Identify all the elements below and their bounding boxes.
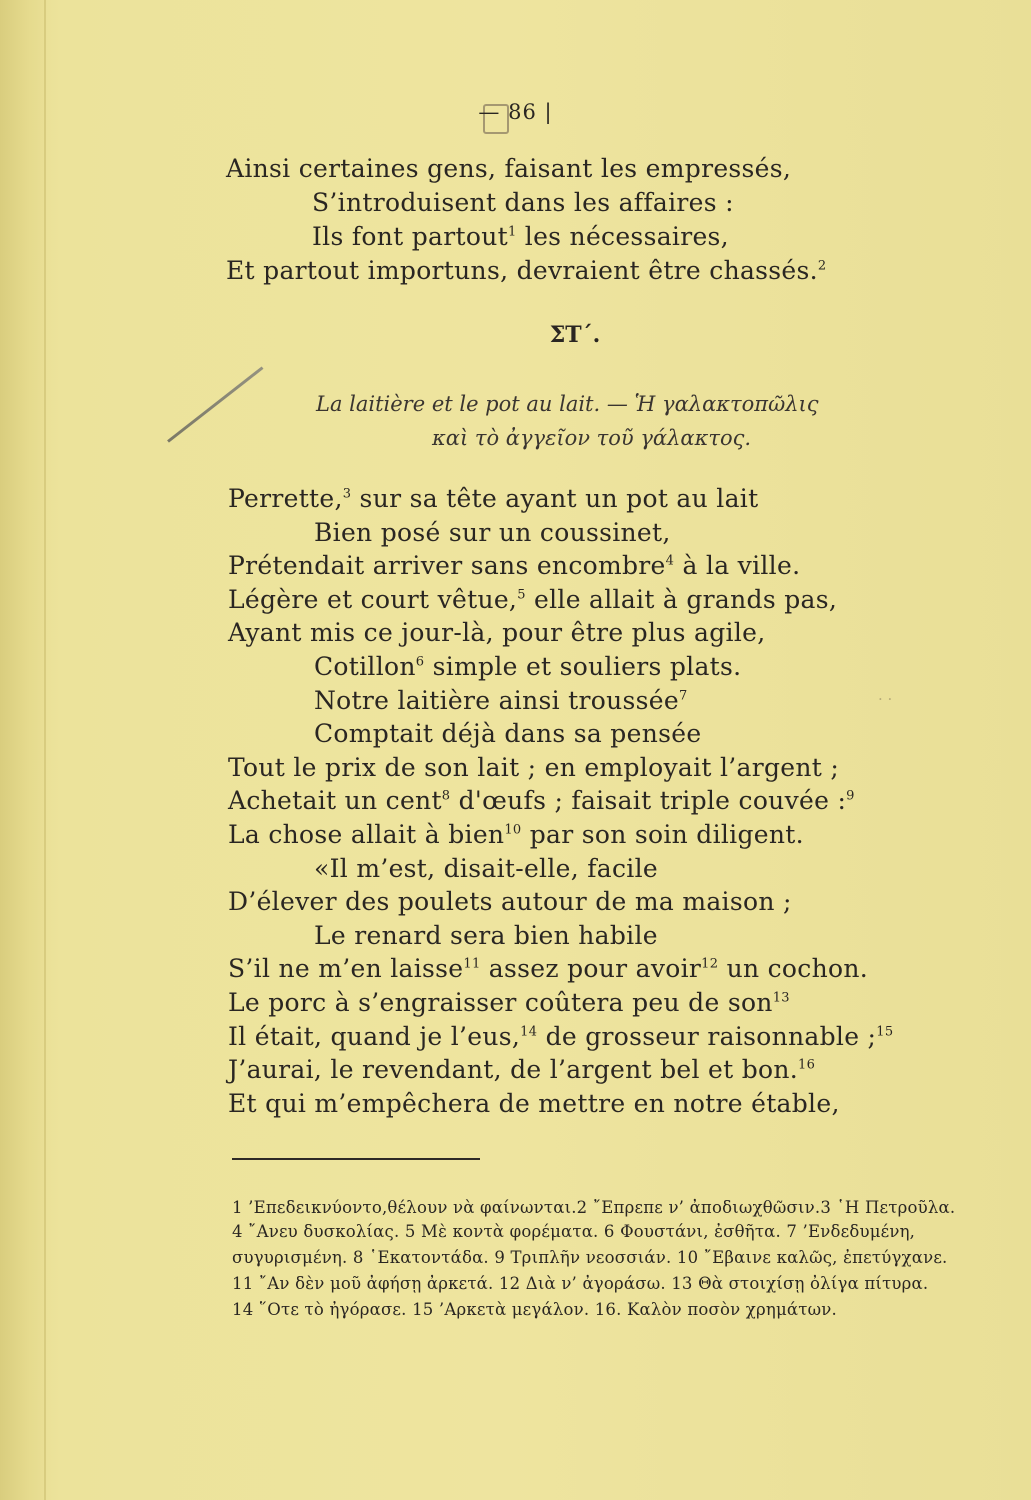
footnote-ref: 12 <box>701 956 719 972</box>
poem-line <box>228 618 766 647</box>
footnote-separator <box>232 1158 480 1160</box>
fable-title-greek: καὶ τὸ ἀγγεῖον τοῦ γάλακτος. <box>432 426 752 450</box>
footnote-ref: 1 <box>507 224 517 240</box>
footnote-ref: 3 <box>342 486 352 502</box>
poem-line <box>228 551 800 580</box>
footnote-line: 4 ῎Ανευ δυσκολίας. 5 Μὲ κοντὰ φορέματα. 6 Φουστάνι, ἐσθῆτα. 7 ’Ενδεδυμένη, <box>232 1222 916 1241</box>
verse-text: à la ville. <box>674 551 801 580</box>
poem-line <box>228 887 792 916</box>
poem-line <box>228 1022 893 1051</box>
poem-line <box>228 753 839 782</box>
footnote-ref: 4 <box>665 553 675 569</box>
verse-text: Ainsi certaines gens, faisant les empressés, <box>226 154 792 183</box>
poem-line <box>314 719 701 748</box>
footnote-ref: 13 <box>772 990 790 1006</box>
verse-text: Prétendait arriver sans encombre <box>228 551 666 580</box>
verse-text: Ayant mis ce jour-là, pour être plus agile, <box>228 618 766 647</box>
footnote-ref: 11 <box>463 956 481 972</box>
footnote-ref: 8 <box>441 788 451 804</box>
poem-line <box>228 585 837 614</box>
verse-text: Perrette, <box>228 484 343 513</box>
verse-text: S’il ne m’en laisse <box>228 954 464 983</box>
footnote-ref: 15 <box>876 1024 894 1040</box>
pencil-mark <box>167 366 263 442</box>
footnote-line: συγυρισμένη. 8 ῾Εκατοντάδα. 9 Τριπλῆν νεοσσιάν. 10 ῎Εβαινε καλῶς, ἐπετύγχανε. <box>232 1248 948 1267</box>
footnote-line: 1 ’Επεδεικνύοντο,θέλουν νὰ φαίνωνται.2 ῎Επρεπε ν’ ἀποδιωχθῶσιν.3 ῾Η Πετροῦλα. <box>232 1198 956 1217</box>
verse-text: «Il m’est, disait-elle, facile <box>314 854 658 883</box>
verse-text: de grosseur raisonnable ; <box>537 1022 877 1051</box>
verse-text: D’élever des poulets autour de ma maison ; <box>228 887 792 916</box>
verse-text: Tout le prix de son lait ; en employait l’argent ; <box>228 753 840 782</box>
page-edge-shadow <box>0 0 48 1500</box>
poem-line <box>228 786 855 815</box>
footnote-ref: 10 <box>504 822 522 838</box>
footnote-ref: 9 <box>846 788 855 804</box>
verse-text: assez pour avoir <box>480 954 702 983</box>
verse-text: Notre laitière ainsi troussée <box>314 686 679 715</box>
poem-line <box>314 854 658 883</box>
verse-text: un cochon. <box>718 954 868 983</box>
page-number: — 86 | <box>478 100 553 124</box>
verse-text: Et qui m’empêchera de mettre en notre étable, <box>228 1089 840 1118</box>
footnote-line: 11 ῎Αν δὲν μοῦ ἀφήσῃ ἀρκετά. 12 Διὰ ν’ ἀγοράσω. 13 Θὰ στοιχίσῃ ὀλίγα πίτυρα. <box>232 1274 929 1293</box>
verse-text: Cotillon <box>314 652 416 681</box>
footnote-line: 14 ῞Οτε τὸ ἠγόρασε. 15 ’Αρκετὰ μεγάλον. 16. Καλὸν ποσὸν χρημάτων. <box>232 1300 837 1319</box>
verse-text: sur sa tête ayant un pot au lait <box>351 484 759 513</box>
poem-line <box>228 954 868 983</box>
footnote-ref: 16 <box>798 1057 816 1073</box>
poem-line <box>228 1089 840 1118</box>
verse-text: J’aurai, le revendant, de l’argent bel et bon. <box>228 1055 799 1084</box>
footnote-ref: 5 <box>517 587 526 603</box>
fable-title: La laitière et le pot au lait. — Ἡ γαλακτοπῶλις <box>316 392 819 416</box>
verse-text: Et partout importuns, devraient être chassés. <box>226 256 818 285</box>
margin-pencil-mark: · · <box>878 690 893 708</box>
verse-text: les nécessaires, <box>516 222 729 251</box>
verse-text: simple et souliers plats. <box>424 652 742 681</box>
footnote-ref: 14 <box>520 1024 538 1040</box>
poem-line <box>314 652 741 681</box>
poem-line <box>228 820 804 849</box>
footnote-ref: 2 <box>817 258 827 274</box>
verse-text: Le renard sera bien habile <box>314 921 658 950</box>
verse-line <box>226 154 791 183</box>
poem-line <box>314 518 671 547</box>
poem-line <box>228 1055 815 1084</box>
page-fold-line <box>44 0 46 1500</box>
verse-text: Il était, quand je l’eus, <box>228 1022 521 1051</box>
verse-text: elle allait à grands pas, <box>525 585 838 614</box>
verse-text: La chose allait à bien <box>228 820 505 849</box>
footnote-ref: 7 <box>678 688 688 704</box>
poem-line <box>228 484 758 513</box>
verse-text: S’introduisent dans les affaires : <box>312 188 734 217</box>
verse-line <box>312 188 734 217</box>
verse-text: Le porc à s’engraisser coûtera peu de son <box>228 988 773 1017</box>
verse-text: Bien posé sur un coussinet, <box>314 518 671 547</box>
verse-line <box>226 256 826 285</box>
verse-text: Achetait un cent <box>228 786 442 815</box>
verse-text: Légère et court vêtue, <box>228 585 518 614</box>
poem-line <box>314 921 658 950</box>
verse-line <box>312 222 729 251</box>
verse-text: d'œufs ; faisait triple couvée : <box>450 786 847 815</box>
footnote-ref: 6 <box>415 654 425 670</box>
section-heading: ΣΤ΄. <box>549 322 601 348</box>
verse-text: par son soin diligent. <box>521 820 804 849</box>
verse-text: Ils font partout <box>312 222 508 251</box>
poem-line <box>314 686 688 715</box>
poem-line <box>228 988 790 1017</box>
verse-text: Comptait déjà dans sa pensée <box>314 719 702 748</box>
